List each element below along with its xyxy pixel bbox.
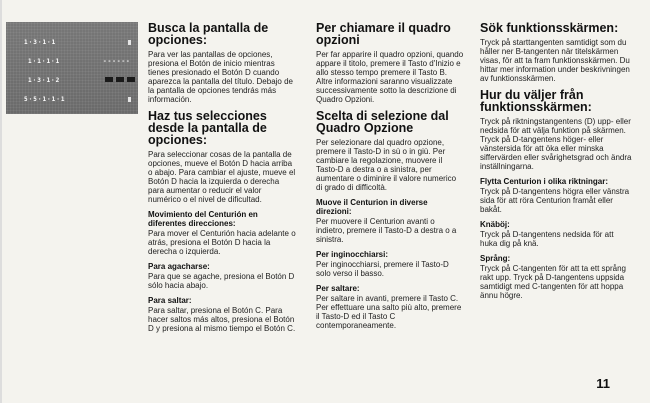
- paragraph: Para seleccionar cosas de la pantalla de opciones, mueve el Botón D hacia arriba o abajo. Para cambiar el ajuste, mueve el Botón D hacia la izquierda o derecha para aumentar o reducir el valor numérico o el nivel de dificultad.: [148, 150, 296, 204]
- subheading: Muove il Centurion in diverse direzioni:: [316, 198, 428, 216]
- section-heading: Per chiamare il quadro opzioni: [316, 21, 451, 47]
- options-screen-image: [6, 22, 138, 114]
- paragraph: Tryck på D-tangentens nedsida för att huka dig på knä.: [480, 230, 614, 248]
- subheading: Movimiento del Centurión en diferentes direcciones:: [148, 210, 258, 228]
- paragraph: Per far apparire il quadro opzioni, quando appare il titolo, premere il Tasto d'Inizio e allo stesso tempo premere il Tasto B. Altre informazioni saranno visualizzate successivamente sotto la descrizione di Quadro Opzioni.: [316, 50, 464, 104]
- screen-block: [105, 77, 113, 82]
- screen-row: 1·3·1·2: [28, 77, 61, 84]
- paragraph: Per muovere il Centurion avanti o indietro, premere il Tasto-D a destra o a sinistra.: [316, 217, 457, 244]
- paragraph: Per inginocchiarsi, premere il Tasto-D solo verso il basso.: [316, 260, 449, 278]
- subheading: Språng:: [480, 254, 511, 263]
- screen-block: [127, 77, 135, 82]
- spanish-column: [148, 22, 296, 339]
- subheading: Per saltare:: [316, 284, 360, 293]
- paragraph: Para mover el Centurión hacia adelante o atrás, presiona el Botón D hacia la derecha o izquierda.: [148, 229, 296, 256]
- section-heading: Haz tus selecciones desde la pantalla de opciones:: [148, 109, 267, 147]
- screen-row: 1·3·1·1: [24, 39, 57, 46]
- paragraph: Tryck på C-tangenten för att ta ett språng rakt upp. Tryck på D-tangentens uppsida samtidigt med C-tangenten för att hoppa ännu högre.: [480, 264, 626, 300]
- screen-row: 1·1·1·1: [28, 58, 61, 65]
- italian-column: [316, 22, 464, 336]
- paragraph: Para que se agache, presiona el Botón D sólo hacia abajo.: [148, 272, 295, 290]
- subheading: Knäböj:: [480, 220, 510, 229]
- screen-marker: [128, 97, 131, 102]
- subheading: Para saltar:: [148, 296, 192, 305]
- screen-row: ------: [103, 58, 131, 65]
- screen-marker: [128, 40, 131, 45]
- subheading: Per inginocchiarsi:: [316, 250, 389, 259]
- section-heading: Scelta di selezione dal Quadro Opzione: [316, 109, 449, 135]
- section-heading: Sök funktionsskärmen:: [480, 21, 619, 35]
- paragraph: Per selezionare dal quadro opzione, premere il Tasto-D in sù o in giù. Per cambiare la regolazione, muovere il Tasto-D a destra o a sinistra, per aumentare o diminire il valore numerico di grado di difficoltà.: [316, 138, 457, 192]
- paragraph: Tryck på D-tangentens högra eller vänstra sida för att röra Centurion framåt eller bakåt.: [480, 187, 630, 214]
- paragraph: Para saltar, presiona el Botón C. Para hacer saltos más altos, presiona el Botón D y presiona al mismo tiempo el Botón C.: [148, 306, 296, 333]
- page-edge: [0, 0, 2, 403]
- section-heading: Busca la pantalla de opciones:: [148, 21, 269, 47]
- paragraph: Para ver las pantallas de opciones, presiona el Botón de inicio mientras tienes presionado el Botón D cuando aparezca la pantalla del título. Debajo de la pantalla de opciones tendrás más información.: [148, 50, 293, 104]
- paragraph: Per saltare in avanti, premere il Tasto C. Per effettuare una salto più alto, premere il Tasto-D ed il Tasto C contemporaneamente.: [316, 294, 462, 330]
- paragraph: Tryck på riktningstangentens (D) upp- eller nedsida för att välja funktion på skärmen. Tryck på D-tangentens höger- eller vänstersida för att öka eller minska siffervärden eller svårighetsgrad och ändra inställningarna.: [480, 117, 632, 171]
- page-number: 11: [596, 376, 610, 391]
- paragraph: Tryck på starttangenten samtidigt som du håller ner B-tangenten när titelskärmen visas, för att ta fram funktionsskärmen. Du hittar mer information under beskrivningen av funktionsskärmen.: [480, 38, 630, 83]
- subheading: Flytta Centurion i olika riktningar:: [480, 177, 609, 186]
- swedish-column: [480, 22, 632, 306]
- subheading: Para agacharse:: [148, 262, 210, 271]
- section-heading: Hur du väljer från funktionsskärmen:: [480, 88, 592, 114]
- screen-block: [116, 77, 124, 82]
- screen-row: 5·5·1·1·1: [24, 96, 66, 103]
